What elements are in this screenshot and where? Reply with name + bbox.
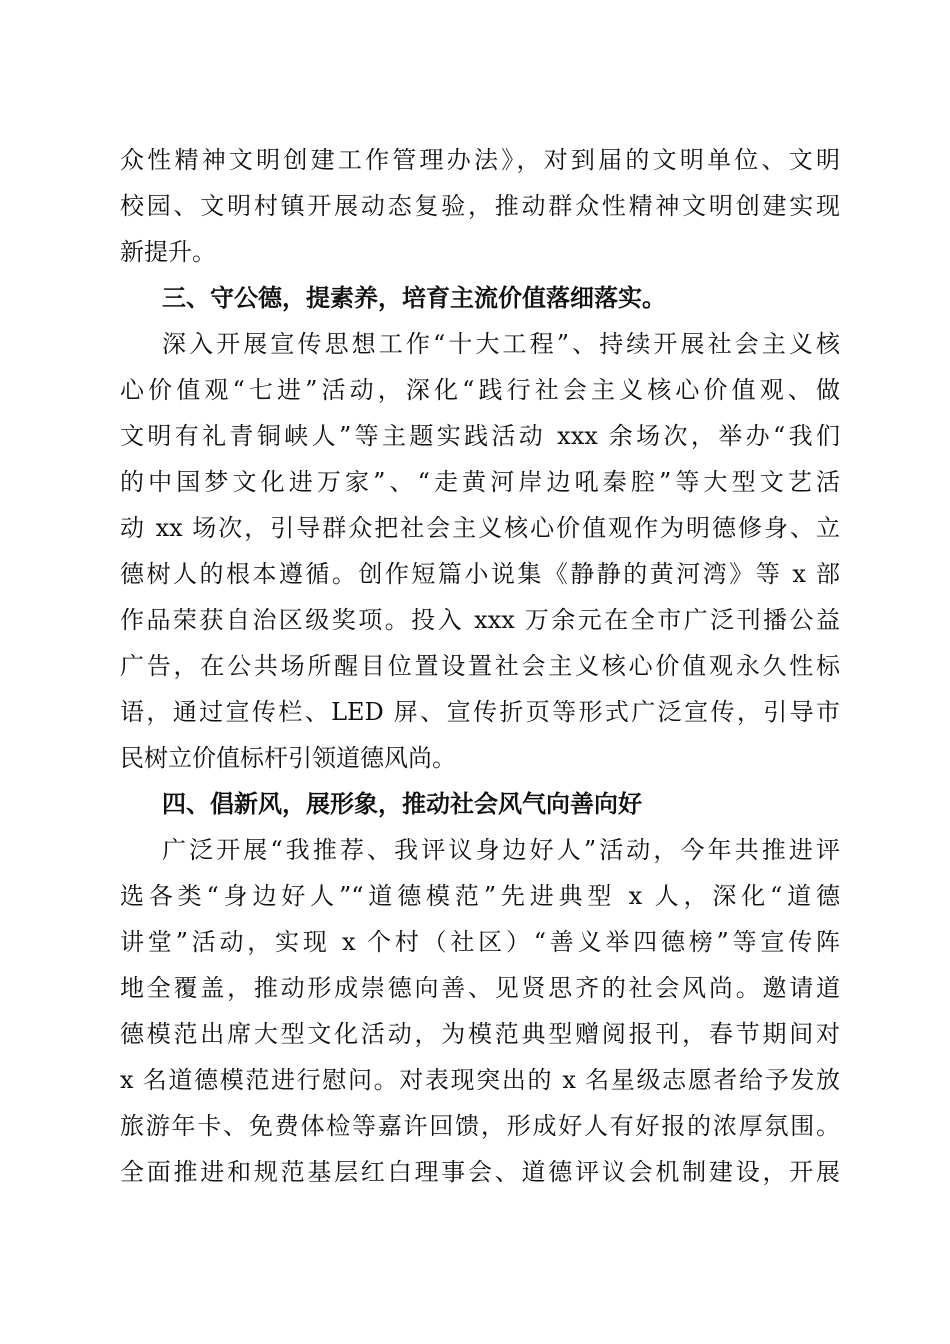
paragraph-line: 全面推进和规范基层红白理事会、道德评议会机制建设，开展 [120,1158,840,1186]
paragraph-line: 语，通过宣传栏、LED 屏、宣传折页等形式广泛宣传，引导市 [120,698,840,726]
paragraph-line: 广告，在公共场所醒目位置设置社会主义核心价值观永久性标 [120,652,840,680]
paragraph-line: x 名道德模范进行慰问。对表现突出的 x 名星级志愿者给予发放 [120,1066,840,1094]
paragraph-line: 深入开展宣传思想工作“十大工程”、持续开展社会主义核 [162,330,840,358]
paragraph-line: 作品荣获自治区级奖项。投入 xxx 万余元在全市广泛刊播公益 [120,606,840,634]
paragraph-line: 德树人的根本遵循。创作短篇小说集《静静的黄河湾》等 x 部 [120,560,840,588]
paragraph-line: 动 xx 场次，引导群众把社会主义核心价值观作为明德修身、立 [120,514,840,542]
paragraph-line: 新提升。 [120,238,216,266]
paragraph-line: 选各类“身边好人”“道德模范”先进典型 x 人，深化“道德 [120,882,840,910]
paragraph-line: 德模范出席大型文化活动，为模范典型赠阅报刊，春节期间对 [120,1020,840,1048]
paragraph-line: 讲堂”活动，实现 x 个村（社区）“善义举四德榜”等宣传阵 [120,928,840,956]
paragraph-line: 民树立价值标杆引领道德风尚。 [120,744,456,772]
paragraph-line: 校园、文明村镇开展动态复验，推动群众性精神文明创建实现 [120,192,840,220]
paragraph-line: 地全覆盖，推动形成崇德向善、见贤思齐的社会风尚。邀请道 [120,974,840,1002]
paragraph-line: 心价值观“七进”活动，深化“践行社会主义核心价值观、做 [120,376,840,404]
section-three-heading: 三、守公德，提素养，培育主流价值落细落实。 [162,284,666,312]
paragraph-line: 广泛开展“我推荐、我评议身边好人”活动，今年共推进评 [162,836,840,864]
section-four-heading: 四、倡新风，展形象，推动社会风气向善向好 [162,790,642,818]
paragraph-line: 众性精神文明创建工作管理办法》，对到届的文明单位、文明 [120,146,840,174]
paragraph-line: 文明有礼青铜峡人”等主题实践活动 xxx 余场次，举办“我们 [120,422,840,450]
paragraph-line: 的中国梦文化进万家”、“走黄河岸边吼秦腔”等大型文艺活 [120,468,840,496]
paragraph-line: 旅游年卡、免费体检等嘉许回馈，形成好人有好报的浓厚氛围。 [120,1112,840,1140]
